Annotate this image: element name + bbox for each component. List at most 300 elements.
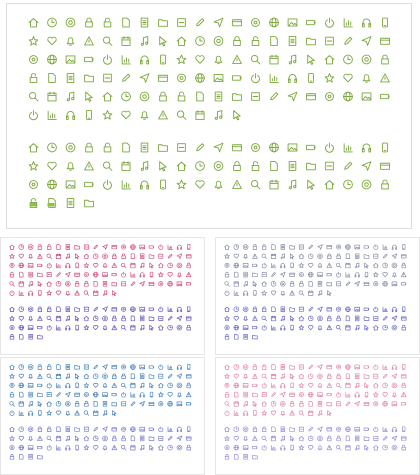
card-icon: [233, 145, 242, 151]
file-icon: [84, 365, 88, 369]
send-icon: [392, 316, 397, 321]
power-icon: [104, 180, 112, 189]
headphones-icon: [281, 263, 285, 267]
phone-icon: [161, 55, 166, 64]
lock-icon: [328, 316, 332, 321]
headphones-icon: [177, 427, 181, 431]
calendar-icon: [271, 436, 275, 441]
headphones-icon: [355, 273, 359, 277]
unlock-icon: [10, 272, 14, 277]
file-icon: [84, 245, 88, 249]
warning-icon: [401, 272, 406, 276]
lock-icon: [253, 427, 257, 432]
file-icon: [47, 393, 51, 397]
phone-icon: [161, 180, 166, 189]
search-icon: [121, 325, 126, 330]
document-icon: [131, 436, 135, 441]
cursor-icon: [290, 374, 294, 379]
calendar-icon: [131, 383, 135, 388]
headphones-icon: [66, 383, 70, 387]
slide-thumbnail-pink[interactable]: [0, 237, 205, 355]
send-icon: [318, 245, 323, 250]
card-icon: [381, 163, 390, 169]
clock-icon: [234, 245, 239, 250]
music-icon: [289, 55, 296, 64]
image-icon: [140, 427, 145, 431]
battery-icon: [307, 145, 315, 149]
globe-icon: [234, 325, 239, 330]
document-text-icon: [29, 392, 33, 397]
document-icon: [346, 374, 350, 379]
globe-icon: [196, 74, 205, 83]
heart-icon: [56, 291, 61, 295]
cursor-icon: [160, 162, 167, 171]
heart-icon: [308, 263, 313, 267]
lock-icon: [253, 245, 257, 250]
send-icon: [362, 37, 371, 46]
power-icon: [47, 325, 51, 330]
document-icon: [57, 307, 61, 312]
heart-icon: [93, 383, 98, 387]
chart-icon: [234, 291, 239, 296]
heart-icon: [234, 374, 239, 378]
calendar-icon: [234, 401, 238, 406]
slide-thumbnail-blue[interactable]: [0, 357, 205, 475]
home-icon: [299, 436, 304, 441]
folder-icon: [307, 38, 316, 45]
phone-icon: [187, 427, 190, 432]
document-icon: [57, 365, 61, 370]
folder-icon: [364, 317, 369, 321]
settings-icon: [225, 445, 229, 449]
document-icon: [20, 454, 24, 459]
headphones-icon: [288, 74, 296, 82]
headphones-icon: [66, 326, 70, 330]
icon-set-slide-main: [6, 3, 412, 229]
file-icon: [47, 273, 51, 277]
unlock-icon: [300, 281, 304, 286]
home-icon: [177, 37, 186, 45]
document-icon: [309, 401, 313, 406]
music-icon: [215, 111, 222, 120]
slide-thumbnail-gray[interactable]: [215, 237, 420, 355]
phone-icon: [187, 365, 190, 370]
bell-icon: [244, 374, 248, 378]
bell-icon: [103, 326, 107, 330]
heart-icon: [48, 37, 56, 45]
phone-icon: [254, 411, 257, 416]
settings-icon: [10, 383, 14, 387]
settings-icon: [336, 245, 340, 249]
slide-thumbnail-light-pink[interactable]: [215, 357, 420, 475]
settings-icon: [121, 307, 125, 311]
power-icon: [47, 445, 51, 450]
search-icon: [262, 374, 267, 379]
lock-icon: [160, 92, 167, 101]
unlock-icon: [85, 401, 89, 406]
power-icon: [374, 427, 378, 432]
bell-icon: [178, 393, 182, 397]
chart-icon: [271, 446, 276, 451]
cursor-icon: [290, 436, 294, 441]
folder-icon: [364, 255, 369, 259]
heart-icon: [308, 326, 313, 330]
chart-icon: [270, 74, 278, 82]
card-icon: [75, 273, 80, 276]
warning-icon: [112, 325, 117, 329]
card-icon: [307, 94, 316, 100]
cursor-icon: [308, 55, 315, 64]
heart-icon: [168, 273, 173, 277]
file-icon: [374, 374, 378, 378]
settings-icon: [30, 56, 38, 64]
clock-icon: [168, 263, 173, 268]
chart-icon: [168, 365, 173, 370]
card-icon: [327, 366, 332, 369]
clock-icon: [56, 401, 61, 406]
pencil-icon: [345, 37, 352, 44]
document-icon: [20, 272, 24, 277]
pencil-icon: [345, 162, 352, 169]
image-icon: [243, 263, 248, 267]
cursor-icon: [75, 254, 79, 259]
target-icon: [177, 445, 182, 450]
cursor-icon: [38, 401, 42, 406]
battery-icon: [364, 246, 369, 248]
music-icon: [244, 281, 248, 286]
lock-icon: [187, 383, 191, 388]
target-icon: [318, 436, 323, 441]
battery-icon: [38, 446, 43, 448]
send-icon: [214, 143, 223, 152]
target-icon: [392, 325, 397, 330]
search-icon: [103, 37, 111, 45]
send-icon: [65, 272, 70, 277]
clock-icon: [19, 427, 24, 432]
folder-icon: [85, 200, 94, 207]
settings-icon: [326, 93, 334, 101]
image-icon: [28, 263, 33, 267]
warning-icon: [38, 374, 43, 378]
cursor-icon: [290, 316, 294, 321]
cursor-icon: [253, 401, 257, 406]
document-icon: [131, 316, 135, 321]
file-icon: [252, 93, 260, 101]
headphones-icon: [140, 273, 144, 277]
globe-icon: [270, 18, 279, 27]
chart-icon: [344, 19, 352, 27]
music-icon: [244, 401, 248, 406]
bell-icon: [393, 393, 397, 397]
heart-icon: [19, 374, 24, 378]
phone-icon: [309, 74, 314, 83]
home-icon: [177, 162, 186, 170]
card-icon: [290, 273, 295, 276]
search-icon: [336, 325, 341, 330]
heart-icon: [168, 393, 173, 397]
globe-icon: [19, 263, 24, 268]
send-icon: [288, 92, 297, 101]
calendar-icon: [131, 445, 135, 450]
star-icon: [225, 436, 230, 441]
cursor-icon: [160, 37, 167, 46]
pencil-icon: [94, 427, 98, 431]
document-text-icon: [244, 454, 248, 459]
bell-icon: [103, 446, 107, 450]
image-icon: [177, 282, 182, 286]
star-icon: [84, 445, 89, 450]
star-icon: [29, 162, 38, 171]
file-icon: [299, 427, 303, 431]
home-icon: [10, 245, 15, 250]
battery-icon: [186, 403, 191, 405]
target-icon: [177, 263, 182, 268]
warning-icon: [112, 383, 117, 387]
pencil-icon: [94, 365, 98, 369]
headphones-icon: [362, 144, 370, 152]
chart-icon: [131, 393, 136, 398]
star-icon: [299, 263, 304, 268]
unlock-icon: [85, 281, 89, 286]
chart-icon: [122, 56, 130, 64]
image-icon: [103, 273, 108, 277]
warning-icon: [233, 180, 242, 188]
phone-icon: [291, 325, 294, 330]
settings-icon: [252, 19, 260, 27]
target-icon: [243, 307, 248, 312]
clock-icon: [93, 436, 98, 441]
home-icon: [262, 402, 267, 407]
settings-icon: [30, 181, 38, 189]
clock-icon: [56, 281, 61, 286]
headphones-icon: [392, 245, 396, 249]
settings-icon: [84, 392, 88, 396]
cursor-icon: [75, 316, 79, 321]
send-icon: [103, 365, 108, 370]
calendar-icon: [131, 263, 135, 268]
settings-icon: [374, 282, 378, 286]
heart-icon: [56, 411, 61, 415]
battery-icon: [253, 326, 258, 328]
document-icon: [309, 281, 313, 286]
cursor-icon: [150, 383, 154, 388]
calendar-icon: [346, 445, 350, 450]
card-icon: [75, 393, 80, 396]
document-icon: [20, 392, 24, 397]
warning-icon: [327, 383, 332, 387]
unlock-icon: [337, 436, 341, 441]
phone-icon: [383, 18, 388, 27]
bell-icon: [318, 446, 322, 450]
target-icon: [103, 436, 108, 441]
search-icon: [121, 445, 126, 450]
power-icon: [225, 411, 229, 416]
document-text-icon: [318, 281, 322, 286]
star-icon: [225, 254, 230, 259]
calendar-icon: [19, 401, 23, 406]
folder-icon: [253, 273, 258, 277]
card-icon: [327, 308, 332, 311]
file-icon: [159, 374, 163, 378]
pencil-icon: [309, 307, 313, 311]
bell-icon: [281, 411, 285, 415]
home-icon: [158, 446, 163, 451]
battery-icon: [401, 283, 406, 285]
clock-icon: [383, 263, 388, 268]
target-icon: [28, 427, 33, 432]
calendar-icon: [19, 281, 23, 286]
clock-icon: [196, 162, 205, 171]
target-icon: [318, 374, 323, 379]
music-icon: [29, 401, 33, 406]
music-icon: [66, 436, 70, 441]
search-icon: [251, 180, 259, 188]
home-icon: [373, 263, 378, 268]
send-icon: [355, 281, 360, 286]
settings-icon: [159, 282, 163, 286]
lock-icon: [253, 365, 257, 370]
send-icon: [280, 272, 285, 277]
folder-icon: [149, 255, 154, 259]
settings-icon: [84, 272, 88, 276]
folder-icon: [38, 273, 43, 277]
lock-icon: [38, 427, 42, 432]
star-icon: [47, 291, 52, 296]
send-icon: [177, 254, 182, 259]
cursor-icon: [365, 445, 369, 450]
calendar-icon: [93, 411, 97, 416]
power-icon: [374, 245, 378, 250]
cursor-icon: [75, 436, 79, 441]
send-icon: [392, 374, 397, 379]
card-icon: [401, 317, 406, 320]
bell-icon: [29, 437, 33, 441]
card-icon: [186, 317, 191, 320]
folder-icon: [290, 366, 295, 370]
unlock-icon: [300, 401, 304, 406]
file-icon: [262, 273, 266, 277]
globe-icon: [48, 180, 57, 189]
file-icon: [178, 144, 186, 152]
settings-icon: [178, 74, 186, 82]
document-icon: [271, 162, 278, 171]
calendar-icon: [271, 254, 275, 259]
clock-icon: [19, 307, 24, 312]
bell-icon: [29, 317, 33, 321]
document-text-icon: [66, 307, 70, 312]
document-icon: [235, 272, 239, 277]
battery-icon: [38, 326, 43, 328]
lock-icon: [290, 401, 294, 406]
image-icon: [140, 245, 145, 249]
battery-icon: [112, 273, 117, 275]
phone-icon: [365, 272, 368, 277]
music-icon: [281, 436, 285, 441]
image-icon: [103, 393, 108, 397]
power-icon: [262, 445, 266, 450]
headphones-icon: [66, 263, 70, 267]
target-icon: [103, 316, 108, 321]
card-icon: [327, 428, 332, 431]
battery-icon: [307, 20, 315, 24]
settings-icon: [121, 245, 125, 249]
icon-grid-thumbnail: [1, 358, 205, 475]
chart-icon: [168, 245, 173, 250]
power-icon: [104, 55, 112, 64]
lock-icon: [113, 254, 117, 259]
clock-icon: [196, 37, 205, 46]
globe-icon: [131, 427, 136, 432]
file-icon: [84, 427, 88, 431]
heart-icon: [234, 254, 239, 258]
pencil-icon: [309, 427, 313, 431]
pencil-icon: [168, 436, 172, 440]
icon-grid-thumbnail: [1, 238, 205, 355]
folder-icon: [112, 282, 117, 286]
heart-icon: [308, 383, 313, 387]
chart-icon: [344, 144, 352, 152]
folder-icon: [290, 428, 295, 432]
target-icon: [66, 18, 75, 27]
pencil-icon: [383, 436, 387, 440]
pencil-icon: [383, 254, 387, 258]
document-text-icon: [29, 272, 33, 277]
home-icon: [47, 402, 52, 407]
battery-icon: [327, 273, 332, 275]
music-icon: [355, 445, 359, 450]
unlock-icon: [104, 18, 111, 27]
bell-icon: [281, 291, 285, 295]
pencil-icon: [131, 402, 135, 406]
clock-icon: [234, 307, 239, 312]
pencil-icon: [57, 393, 61, 397]
bell-icon: [103, 264, 107, 268]
clock-icon: [308, 254, 313, 259]
card-icon: [149, 282, 154, 285]
clock-icon: [48, 18, 57, 27]
settings-icon: [336, 307, 340, 311]
phone-icon: [254, 291, 257, 296]
search-icon: [47, 316, 52, 321]
send-icon: [392, 436, 397, 441]
unlock-icon: [122, 436, 126, 441]
globe-icon: [48, 55, 57, 64]
send-icon: [140, 281, 145, 286]
document-text-icon: [318, 401, 322, 406]
headphones-icon: [243, 291, 247, 295]
warning-icon: [186, 392, 191, 396]
target-icon: [28, 245, 33, 250]
music-icon: [355, 383, 359, 388]
folder-icon: [159, 20, 168, 27]
unlock-icon: [104, 143, 111, 152]
document-icon: [235, 392, 239, 397]
power-icon: [159, 307, 163, 312]
send-icon: [103, 245, 108, 250]
icon-grid-main: [7, 4, 412, 229]
globe-icon: [308, 392, 313, 397]
settings-icon: [10, 445, 14, 449]
target-icon: [243, 245, 248, 250]
send-icon: [355, 401, 360, 406]
home-icon: [325, 181, 334, 189]
target-icon: [65, 401, 70, 406]
phone-icon: [402, 427, 405, 432]
settings-icon: [10, 263, 14, 267]
globe-icon: [168, 281, 173, 286]
document-text-icon: [244, 272, 248, 277]
phone-icon: [383, 143, 388, 152]
